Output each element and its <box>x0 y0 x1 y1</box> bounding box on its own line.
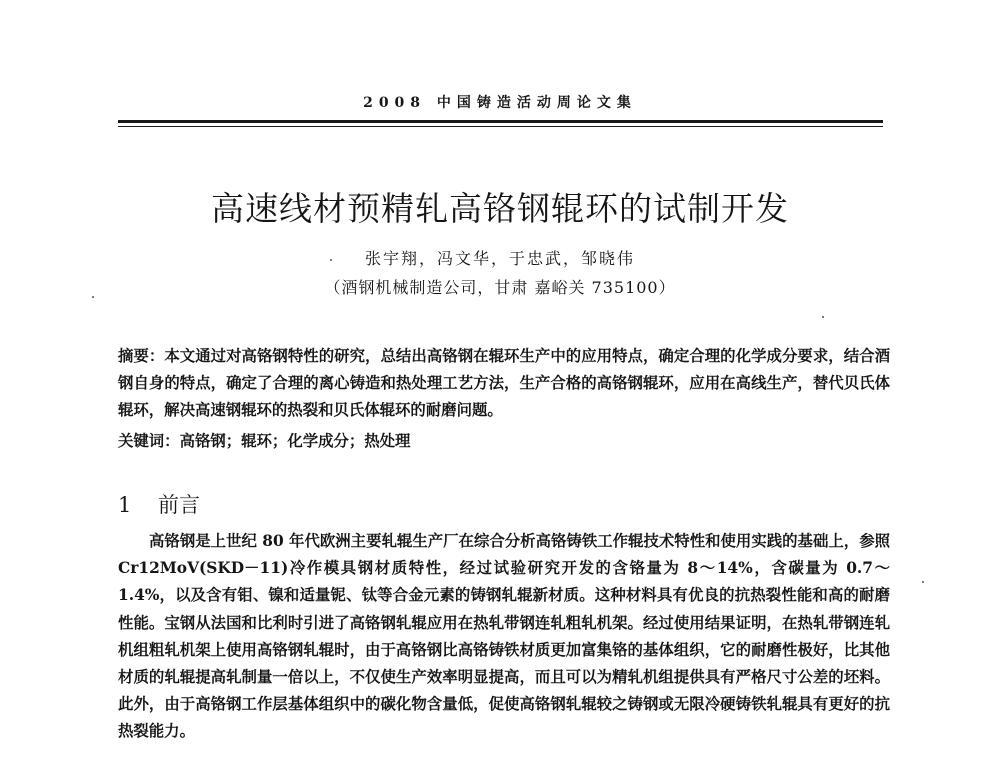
paper-title: 高速线材预精轧高铬钢辊环的试制开发 <box>211 189 789 228</box>
scan-speck <box>922 581 924 583</box>
header-rule-thin <box>118 126 883 127</box>
paper-authors: 张宇翔，冯文华，于忠武，邹晓伟 <box>364 249 635 268</box>
keywords-block <box>118 428 890 455</box>
abstract-block <box>118 343 890 424</box>
abstract-label: 摘要： <box>118 347 165 365</box>
abstract-text: 本文通过对高铬钢特性的研究，总结出高铬钢在辊环生产中的应用特点，确定合理的化学成分要求，结合酒钢自身的特点，确定了合理的离心铸造和热处理工艺方法，生产合格的高铬钢辊环，应用在高线生产，替代贝氏体辊环，解决高速钢辊环的热裂和贝氏体辊环的耐磨问题。 <box>118 347 890 419</box>
paper-affiliation: （酒钢机械制造公司，甘肃 嘉峪关 735100） <box>324 278 676 297</box>
scan-speck <box>92 296 94 298</box>
header-rule-thick <box>118 120 883 123</box>
section-paragraph: 高铬钢是上世纪 80 年代欧洲主要轧辊生产厂在综合分析高铬铸铁工作辊技术特性和使用实践的基础上，参照 Cr12MoV(SKD－11)冷作模具钢材质特性，经过试验研究开发的含铬量为 8～14%，含碳量为 0.7～1.4%，以及含有钼、镍和适量铌、钛等合金元素的铸钢轧辊新材质。这种材料具有优良的抗热裂性能和高的耐磨性能。宝钢从法国和比利时引进了高铬钢轧辊应用在热轧带钢连轧粗轧机架。经过使用结果证明，在热轧带钢连轧机组粗轧机架上使用高铬钢轧辊时，由于高铬钢比高铬铸铁材质更加富集铬的基体组织，它的耐磨性极好，比其他材质的轧辊提高轧制量一倍以上，不仅使生产效率明显提高，而且可以为精轧机组提供具有严格尺寸公差的坯料。此外，由于高铬钢工作层基体组织中的碳化物含量低，促使高铬钢轧辊较之铸钢或无限冷硬铸铁轧辊具有更好的抗热裂能力。 <box>118 532 890 741</box>
section-heading <box>118 489 200 519</box>
running-header: 2008 中国铸造活动周论文集 <box>363 95 637 111</box>
scan-speck <box>822 316 824 318</box>
keywords-label: 关键词： <box>118 432 180 450</box>
keywords-text: 高铬钢；辊环；化学成分；热处理 <box>179 432 411 450</box>
section-number: 1 <box>118 493 132 517</box>
section-title: 前言 <box>158 493 200 517</box>
scan-speck <box>330 259 332 261</box>
